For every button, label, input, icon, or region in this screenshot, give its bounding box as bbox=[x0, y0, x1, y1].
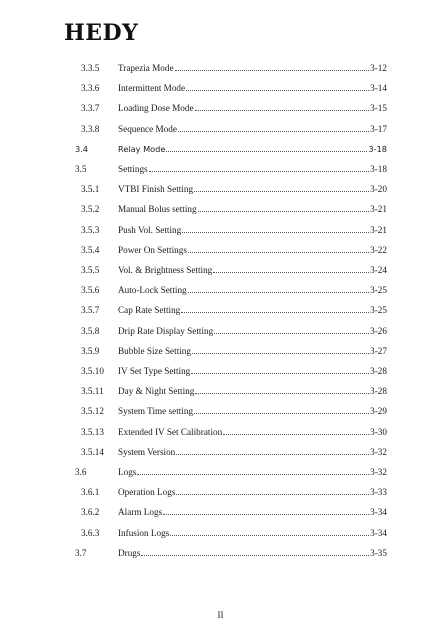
toc-entry-title: Intermittent Mode bbox=[118, 83, 186, 94]
toc-entry-page: 3-21 bbox=[370, 204, 387, 215]
toc-entry-title: System Version bbox=[118, 446, 176, 457]
toc-entry-page: 3-33 bbox=[370, 487, 387, 498]
toc-entry-number: 3.7 bbox=[75, 547, 87, 558]
toc-dot-leader bbox=[182, 222, 369, 233]
toc-entry[interactable] bbox=[81, 444, 387, 458]
toc-dot-leader bbox=[214, 323, 369, 334]
toc-dot-leader bbox=[166, 141, 367, 152]
toc-entry-title: Power On Settings bbox=[118, 244, 187, 255]
toc-dot-leader bbox=[188, 282, 370, 293]
toc-entry-page: 3-20 bbox=[370, 184, 387, 195]
toc-entry-title: Extended IV Set Calibration bbox=[118, 426, 223, 437]
toc-dot-leader bbox=[141, 545, 369, 556]
toc-dot-leader bbox=[170, 525, 369, 536]
toc-entry-page: 3-25 bbox=[370, 285, 387, 296]
toc-entry-page: 3-29 bbox=[370, 406, 387, 417]
toc-entry-number: 3.5.7 bbox=[81, 305, 100, 316]
page-number: II bbox=[217, 610, 224, 620]
toc-dot-leader bbox=[188, 242, 369, 253]
toc-entry-page: 3-27 bbox=[370, 345, 387, 356]
toc-entry-page: 3-22 bbox=[370, 244, 387, 255]
toc-entry[interactable] bbox=[81, 403, 387, 417]
toc-dot-leader bbox=[176, 484, 369, 495]
toc-entry[interactable] bbox=[75, 141, 387, 155]
toc-entry[interactable] bbox=[81, 343, 387, 357]
toc-dot-leader bbox=[149, 161, 370, 172]
toc-entry-number: 3.6 bbox=[75, 467, 87, 477]
toc-entry-number: 3.6.2 bbox=[81, 507, 100, 518]
toc-entry-title: Manual Bolus setting bbox=[118, 204, 197, 215]
toc-entry[interactable] bbox=[81, 424, 387, 438]
toc-entry-number: 3.5.13 bbox=[81, 426, 104, 437]
toc-entry-title: Alarm Logs bbox=[118, 507, 163, 518]
toc-entry-page: 3-32 bbox=[370, 467, 387, 477]
toc-entry-title: Drip Rate Display Setting bbox=[118, 325, 214, 336]
toc-dot-leader bbox=[191, 363, 369, 374]
toc-entry-title: Cap Rate Setting bbox=[118, 305, 181, 316]
toc-entry-title: Push Vol. Setting bbox=[118, 224, 182, 235]
brand-logo: HEDY bbox=[64, 20, 139, 46]
toc-entry-title: Loading Dose Mode bbox=[118, 103, 194, 114]
toc-entry-number: 3.3.5 bbox=[81, 63, 100, 73]
toc-entry-title: System Time setting bbox=[118, 406, 194, 417]
toc-entry-number: 3.5.1 bbox=[81, 184, 100, 195]
toc-entry[interactable] bbox=[81, 504, 387, 518]
toc-entry-title: Sequence Mode bbox=[118, 123, 177, 134]
toc-entry-title: Trapezia Mode bbox=[118, 63, 174, 73]
toc-entry-number: 3.5.8 bbox=[81, 325, 100, 336]
toc-entry-page: 3-18 bbox=[368, 143, 387, 154]
toc-entry-number: 3.5.12 bbox=[81, 406, 104, 417]
toc-entry-title: Auto-Lock Setting bbox=[118, 285, 187, 296]
toc-entry-page: 3-12 bbox=[370, 63, 387, 73]
toc-dot-leader bbox=[213, 262, 369, 273]
toc-entry[interactable] bbox=[81, 121, 387, 135]
toc-entry-title: IV Set Type Setting bbox=[118, 366, 191, 376]
toc-dot-leader bbox=[163, 504, 369, 515]
toc-entry-page: 3-26 bbox=[370, 325, 387, 336]
toc-dot-leader bbox=[178, 121, 369, 132]
toc-entry-title: Bubble Size Setting bbox=[118, 345, 191, 356]
toc-entry[interactable] bbox=[81, 60, 387, 74]
toc-entry[interactable] bbox=[81, 242, 387, 256]
toc-dot-leader bbox=[195, 383, 369, 394]
toc-entry[interactable] bbox=[81, 100, 387, 114]
toc-entry-number: 3.6.1 bbox=[81, 487, 100, 498]
toc-entry-title: Day & Night Setting bbox=[118, 386, 195, 397]
toc-entry-page: 3-18 bbox=[370, 164, 387, 174]
toc-entry-page: 3-34 bbox=[370, 527, 387, 538]
toc-entry[interactable] bbox=[75, 545, 387, 559]
toc-entry-page: 3-35 bbox=[370, 547, 387, 558]
toc-dot-leader bbox=[186, 80, 369, 91]
toc-entry-number: 3.5.10 bbox=[81, 366, 104, 376]
toc-entry[interactable] bbox=[75, 464, 387, 478]
toc-entry[interactable] bbox=[81, 383, 387, 397]
toc-entry-page: 3-21 bbox=[370, 224, 387, 235]
toc-entry-page: 3-28 bbox=[370, 366, 387, 376]
toc-entry-number: 3.5.11 bbox=[81, 386, 104, 397]
toc-entry-page: 3-17 bbox=[370, 123, 387, 134]
toc-entry-page: 3-24 bbox=[370, 265, 387, 275]
toc-entry-page: 3-34 bbox=[370, 507, 387, 518]
toc-entry-number: 3.5.6 bbox=[81, 285, 100, 296]
toc-entry[interactable] bbox=[81, 201, 387, 215]
toc-dot-leader bbox=[195, 100, 370, 111]
toc-dot-leader bbox=[194, 181, 369, 192]
toc-entry[interactable] bbox=[81, 525, 387, 539]
toc-entry-title: Settings bbox=[118, 164, 148, 174]
toc-entry[interactable] bbox=[81, 80, 387, 94]
toc-entry-page: 3-15 bbox=[370, 103, 387, 114]
toc-entry[interactable] bbox=[81, 282, 387, 296]
toc-entry-number: 3.5.2 bbox=[81, 204, 100, 215]
toc-entry[interactable] bbox=[81, 181, 387, 195]
toc-entry-page: 3-30 bbox=[370, 426, 387, 437]
toc-entry-number: 3.5.9 bbox=[81, 345, 100, 356]
toc-entry[interactable] bbox=[81, 484, 387, 498]
toc-dot-leader bbox=[176, 444, 369, 455]
toc-entry-number: 3.5.4 bbox=[81, 244, 100, 255]
toc-entry-page: 3-14 bbox=[370, 83, 387, 94]
toc-dot-leader bbox=[137, 464, 369, 475]
toc-dot-leader bbox=[194, 403, 369, 414]
toc-entry[interactable] bbox=[75, 161, 387, 175]
toc-entry-number: 3.6.3 bbox=[81, 527, 100, 538]
toc-entry[interactable] bbox=[81, 262, 387, 276]
toc-entry-number: 3.5.3 bbox=[81, 224, 100, 235]
toc-entry-page: 3-25 bbox=[370, 305, 387, 316]
toc-entry-title: VTBI Finish Setting bbox=[118, 184, 194, 195]
toc-entry-title: Vol. & Brightness Setting bbox=[118, 265, 213, 275]
toc-entry[interactable] bbox=[81, 323, 387, 337]
toc-entry-number: 3.5 bbox=[75, 164, 87, 174]
toc-dot-leader bbox=[175, 60, 370, 71]
toc-entry-number: 3.4 bbox=[75, 143, 89, 154]
toc-dot-leader bbox=[198, 201, 370, 212]
toc-entry-title: Logs bbox=[118, 467, 137, 477]
toc-entry-title: Relay Mode bbox=[118, 143, 166, 154]
toc-entry-title: Operation Logs bbox=[118, 487, 176, 498]
toc-entry-number: 3.5.5 bbox=[81, 265, 100, 275]
toc-entry-number: 3.3.8 bbox=[81, 123, 100, 134]
toc-entry[interactable] bbox=[81, 222, 387, 236]
toc-entry-number: 3.5.14 bbox=[81, 446, 104, 457]
toc-entry-title: Drugs bbox=[118, 547, 141, 558]
toc-entry[interactable] bbox=[81, 363, 387, 377]
toc-entry-number: 3.3.6 bbox=[81, 83, 100, 94]
toc-entry-page: 3-32 bbox=[370, 446, 387, 457]
toc-entry-page: 3-28 bbox=[370, 386, 387, 397]
toc-entry[interactable] bbox=[81, 302, 387, 316]
toc-dot-leader bbox=[223, 424, 369, 435]
toc-entry-number: 3.3.7 bbox=[81, 103, 100, 114]
toc-dot-leader bbox=[181, 302, 369, 313]
toc-entry-title: Infusion Logs bbox=[118, 527, 170, 538]
toc-dot-leader bbox=[192, 343, 369, 354]
